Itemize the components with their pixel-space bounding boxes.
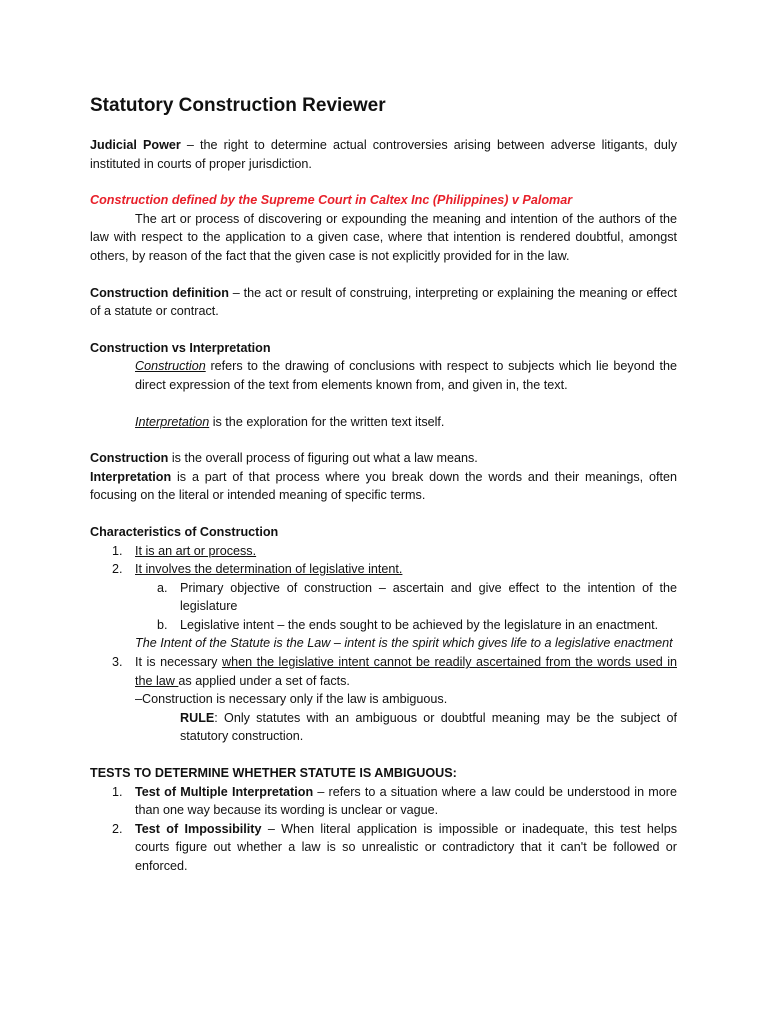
construction-explanation-text: refers to the drawing of conclusions with respect to subjects which lie beyond the direct expression of the text from elements known from, and given in, the text. (135, 359, 677, 392)
list-number: 2. (112, 562, 123, 577)
list-item (90, 653, 677, 690)
list-item-text-pre: It is necessary (135, 655, 222, 670)
construction-necessity-note: –Construction is necessary only if the law is ambiguous. (135, 692, 448, 707)
list-item (90, 820, 677, 876)
list-number: 1. (112, 543, 123, 558)
test-term: Test of Impossibility (135, 821, 262, 836)
list-number: 3. (112, 655, 123, 670)
list-item-text-underlined: when the legislative intent cannot be readily ascertained from the words used in the law (135, 655, 677, 688)
list-number: 2. (112, 821, 123, 836)
rule-paragraph (180, 709, 677, 746)
caltex-heading: Construction defined by the Supreme Court in Caltex Inc (Philippines) v Palomar (90, 193, 573, 208)
list-item (90, 560, 677, 579)
list-item-text: It is an art or process. (135, 543, 257, 558)
construction-summary (90, 449, 677, 468)
test-term: Test of Multiple Interpretation (135, 784, 314, 799)
construction-vs-interpretation-heading: Construction vs Interpretation (90, 340, 271, 355)
interpretation-explanation (135, 413, 677, 432)
sub-list-letter: b. (157, 617, 168, 632)
interpretation-term: Interpretation (135, 414, 210, 429)
summary-interpretation-text: is a part of that process where you break down the words and their meanings, often focusing on the literal or intended meaning of specific terms. (90, 469, 677, 503)
sub-list-item (90, 579, 677, 616)
characteristics-list (90, 542, 677, 747)
test-text: – When literal application is impossible or inadequate, this test helps courts figure out whether a law is so unrealistic or contradictory that it can't be followed or enforced. (135, 821, 677, 873)
list-item (90, 783, 677, 820)
interpretation-summary (90, 468, 677, 505)
sub-list-item (90, 616, 677, 635)
summary-interpretation-term: Interpretation (90, 469, 172, 484)
summary-construction-text: is the overall process of figuring out what a law means. (168, 451, 478, 466)
sub-list-item-text: Legislative intent – the ends sought to be achieved by the legislature in an enactment. (180, 617, 659, 632)
rule-label: RULE (180, 710, 215, 725)
document-title: Statutory Construction Reviewer (90, 95, 386, 116)
list-number: 1. (112, 784, 123, 799)
list-item-text: It involves the determination of legislative intent. (135, 562, 403, 577)
characteristics-heading: Characteristics of Construction (90, 524, 279, 539)
construction-definition-text: – the act or result of construing, interpreting or explaining the meaning or effect of a statute or contract. (90, 285, 677, 319)
sub-list-letter: a. (157, 580, 168, 595)
sub-list-item-text: Primary objective of construction – ascertain and give effect to the intention of the legislature (180, 580, 677, 614)
interpretation-explanation-text: is the exploration for the written text itself. (209, 414, 445, 429)
judicial-power-paragraph (90, 136, 677, 173)
summary-construction-term: Construction (90, 451, 169, 466)
intent-note: The Intent of the Statute is the Law – intent is the spirit which gives life to a legislative enactment (135, 636, 673, 651)
test-text: – refers to a situation where a law could be understood in more than one way because its wording is unclear or vague. (135, 784, 677, 818)
construction-term: Construction (135, 359, 206, 374)
tests-list (90, 783, 677, 876)
tests-heading: TESTS TO DETERMINE WHETHER STATUTE IS AMBIGUOUS: (90, 766, 457, 781)
rule-text: : Only statutes with an ambiguous or doubtful meaning may be the subject of statutory construction. (180, 710, 677, 744)
caltex-definition: The art or process of discovering or expounding the meaning and intention of the authors of the law with respect to the application to a given case, where that intention is rendered doubtful, amongst others, by reason of the fact that the given case is not explicitly provided for in the law. (90, 211, 677, 263)
construction-explanation (135, 357, 677, 394)
document-body (90, 94, 677, 876)
list-item-text-post: as applied under a set of facts. (178, 673, 350, 688)
list-item (90, 542, 677, 561)
judicial-power-text: – the right to determine actual controversies arising between adverse litigants, duly instituted in courts of proper jurisdiction. (90, 138, 678, 171)
construction-definition-term: Construction definition (90, 285, 229, 300)
judicial-power-term: Judicial Power (90, 138, 181, 152)
construction-definition-paragraph (90, 284, 677, 321)
